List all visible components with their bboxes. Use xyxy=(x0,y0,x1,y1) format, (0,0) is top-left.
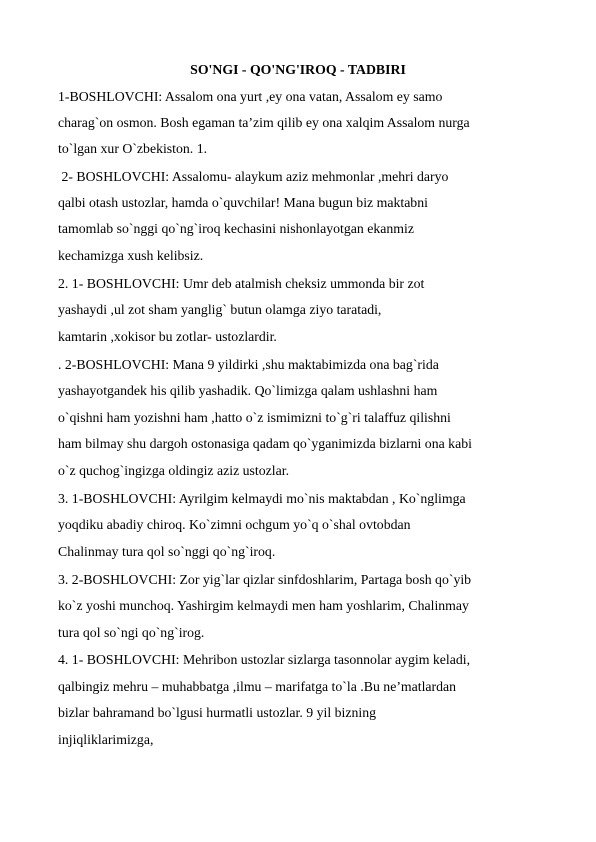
text-line: 3. 2-BOSHLOVCHI: Zor yig`lar qizlar sinfdoshlarim, Partaga bosh qo`yib xyxy=(58,572,472,587)
text-line: ham bilmay shu dargoh ostonasiga qadam qo`yganimizda bizlarni ona kabi xyxy=(58,436,472,451)
text-line: kamtarin ,xokisor bu zotlar- ustozlardir. xyxy=(58,329,277,344)
text-line: qalbi otash ustozlar, hamda o`quvchilar! Mana bugun biz maktabni xyxy=(58,195,428,210)
text-line: injiqliklarimizga, xyxy=(58,732,154,747)
text-line: ko`z yoshi munchoq. Yashirgim kelmaydi men ham yoshlarim, Chalinmay xyxy=(58,598,469,613)
text-line: yashayotgandek his qilib yashadik. Qo`limizga qalam ushlashni ham xyxy=(58,383,438,398)
text-line: bizlar bahramand bo`lgusi hurmatli ustozlar. 9 yil bizning xyxy=(58,705,377,720)
text-line: kechamizga xush kelibsiz. xyxy=(58,248,204,263)
text-line: o`qishni ham yozishni ham ,hatto o`z ismimizni to`g`ri talaffuz qilishni xyxy=(58,410,451,425)
text-line: . 2-BOSHLOVCHI: Mana 9 yildirki ,shu maktabimizda ona bag`rida xyxy=(58,357,439,372)
text-line: 3. 1-BOSHLOVCHI: Ayrilgim kelmaydi mo`nis maktabdan , Ko`nglimga xyxy=(58,491,466,506)
text-line: Chalinmay tura qol so`nggi qo`ng`iroq. xyxy=(58,544,276,559)
text-line: tura qol so`ngi qo`ng`irog. xyxy=(58,625,205,640)
text-line: charag`on osmon. Bosh egaman ta’zim qilib ey ona xalqim Assalom nurga xyxy=(58,115,470,130)
text-line: yoqdiku abadiy chiroq. Ko`zimni ochgum yo`q o`shal ovtobdan xyxy=(58,517,411,532)
text-line: qalbingiz mehru – muhabbatga ,ilmu – marifatga to`la .Bu ne’matlardan xyxy=(58,679,457,694)
text-line: 1-BOSHLOVCHI: Assalom ona yurt ,ey ona vatan, Assalom ey samo xyxy=(58,89,443,104)
text-line: o`z quchog`ingizga oldingiz aziz ustozlar. xyxy=(58,463,290,478)
text-line: 4. 1- BOSHLOVCHI: Mehribon ustozlar sizlarga tasonnolar aygim keladi, xyxy=(58,652,471,667)
text-line: 2- BOSHLOVCHI: Assalomu- alaykum aziz mehmonlar ,mehri daryo xyxy=(58,169,449,184)
document-title: SO'NGI - QO'NG'IROQ - TADBIRI xyxy=(190,62,406,77)
text-line: to`lgan xur O`zbekiston. 1. xyxy=(58,141,208,156)
text-line: yashaydi ,ul zot sham yanglig` butun olamga ziyo taratadi, xyxy=(58,302,382,317)
text-line: tamomlab so`nggi qo`ng`iroq kechasini nishonlayotgan ekanmiz xyxy=(58,221,414,236)
text-line: 2. 1- BOSHLOVCHI: Umr deb atalmish cheksiz ummonda bir zot xyxy=(58,276,425,291)
